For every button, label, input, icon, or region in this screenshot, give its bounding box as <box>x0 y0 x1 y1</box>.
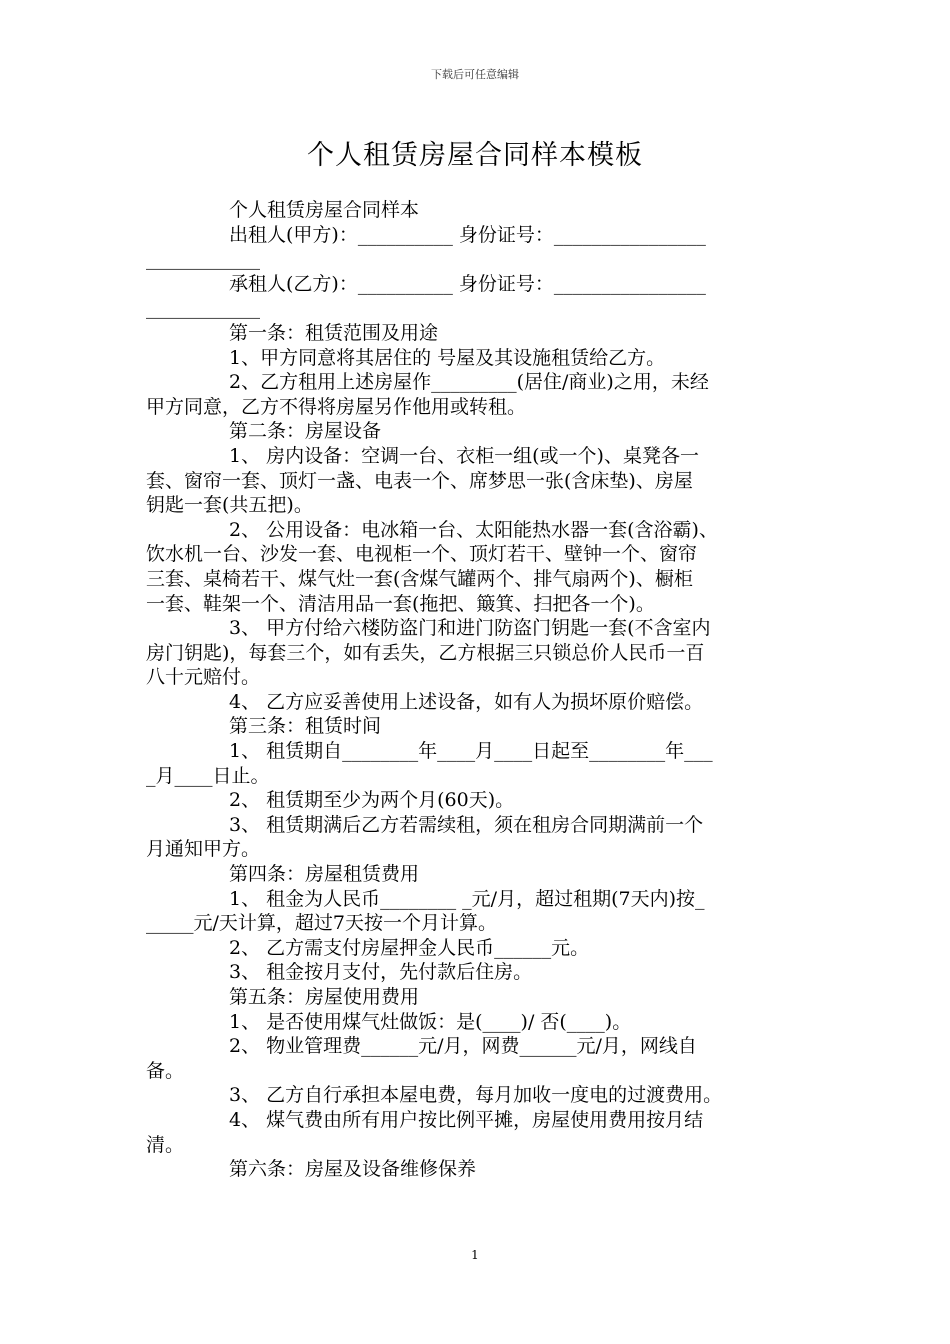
text-line: 第六条：房屋及设备维修保养 <box>229 1158 477 1181</box>
text-line: 饮水机一台、沙发一套、电视柜一个、顶灯若干、壁钟一个、窗帘 <box>146 543 698 566</box>
text-line: 2、 物业管理费______元/月，网费______元/月，网线自 <box>229 1035 697 1058</box>
text-line: 1、甲方同意将其居住的 号屋及其设施租赁给乙方。 <box>229 346 666 369</box>
text-line: 1、 租赁期自________年____月____日起至________年___ <box>229 740 713 763</box>
text-line: 套、窗帘一套、顶灯一盏、电表一个、席梦思一张(含床垫)、房屋 <box>146 469 693 492</box>
text-line: 2、 公用设备：电冰箱一台、太阳能热水器一套(含浴霸)、 <box>229 518 718 541</box>
text-line: 房门钥匙)，每套三个，如有丢失，乙方根据三只锁总价人民币一百 <box>146 641 705 664</box>
text-line: 3、 租金按月支付，先付款后住房。 <box>229 961 533 984</box>
text-line: 个人租赁房屋合同样本 <box>229 199 420 221</box>
text-line: 八十元赔付。 <box>146 666 261 689</box>
text-line: 钥匙一套(共五把)。 <box>146 494 313 517</box>
text-line: 1、 是否使用煤气灶做饭：是(____)/ 否(____)。 <box>229 1010 632 1033</box>
text-line: 第四条：房屋租赁费用 <box>229 863 420 886</box>
text-line: 3、 乙方自行承担本屋电费，每月加收一度电的过渡费用。 <box>229 1084 723 1107</box>
text-line: 清。 <box>146 1133 185 1156</box>
text-line: 1、 房内设备：空调一台、衣柜一组(或一个)、桌凳各一 <box>229 444 699 467</box>
text-line: 4、 乙方应妥善使用上述设备，如有人为损坏原价赔偿。 <box>229 690 704 713</box>
text-line: ____________ <box>146 248 260 271</box>
text-line: 三套、桌椅若干、煤气灶一套(含煤气罐两个、排气扇两个)、橱柜 <box>146 567 693 590</box>
text-line: _月____日止。 <box>146 764 270 787</box>
text-line: _____元/天计算，超过7天按一个月计算。 <box>146 912 497 935</box>
text-line: 承租人(乙方)：__________ 身份证号：________________ <box>229 272 706 295</box>
text-line: 3、 租赁期满后乙方若需续租，须在租房合同期满前一个 <box>229 813 704 836</box>
text-line: 第一条：租赁范围及用途 <box>229 321 439 344</box>
text-line: 第三条：租赁时间 <box>229 715 382 738</box>
text-line: 3、 甲方付给六楼防盗门和进门防盗门钥匙一套(不含室内 <box>229 617 711 640</box>
header-note: 下载后可任意编辑 <box>431 68 519 81</box>
text-line: 1、 租金为人民币________ _元/月，超过租期(7天内)按_ <box>229 887 705 910</box>
text-line: 2、乙方租用上述房屋作_________(居住/商业)之用，未经 <box>229 371 709 394</box>
text-line: 一套、鞋架一个、清洁用品一套(拖把、簸箕、扫把各一个)。 <box>146 592 655 615</box>
text-line: 2、 乙方需支付房屋押金人民币______元。 <box>229 936 590 959</box>
text-line: 第五条：房屋使用费用 <box>229 986 420 1008</box>
text-line: 月通知甲方。 <box>146 838 261 861</box>
contract-body <box>146 198 806 1182</box>
document-title: 个人租赁房屋合同样本模板 <box>307 140 643 171</box>
text-line: 4、 煤气费由所有用户按比例平摊，房屋使用费用按月结 <box>229 1108 704 1131</box>
page-number: 1 <box>471 1248 479 1262</box>
text-line: 备。 <box>146 1059 185 1082</box>
text-line: ____________ <box>146 297 260 320</box>
text-line: 2、 租赁期至少为两个月(60天)。 <box>229 789 515 812</box>
text-line: 甲方同意，乙方不得将房屋另作他用或转租。 <box>146 395 527 418</box>
text-line: 第二条：房屋设备 <box>229 420 382 443</box>
text-line: 出租人(甲方)：__________ 身份证号：________________ <box>229 223 706 246</box>
